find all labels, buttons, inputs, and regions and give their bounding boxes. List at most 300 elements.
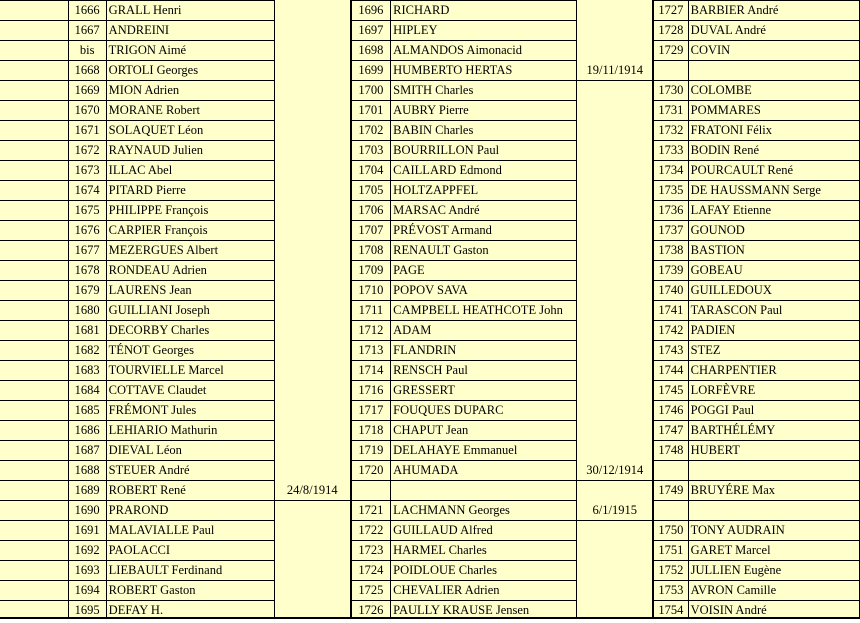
- entry-number: 1713: [351, 341, 391, 361]
- entry-number: 1687: [68, 441, 106, 461]
- row-margin: [0, 261, 68, 281]
- row-margin: [0, 281, 68, 301]
- entry-date: [577, 421, 653, 441]
- entry-name: ANDREINI: [106, 21, 274, 41]
- entry-name: RAYNAUD Julien: [106, 141, 274, 161]
- entry-number: 1735: [653, 181, 688, 201]
- entry-date: [274, 21, 350, 41]
- table-row: [0, 261, 860, 281]
- entry-date: [577, 181, 653, 201]
- entry-number: 1727: [653, 1, 688, 21]
- entry-name: ROBERT Gaston: [106, 581, 274, 601]
- entry-number: 1667: [68, 21, 106, 41]
- entry-number: 1694: [68, 581, 106, 601]
- entry-date: [274, 401, 350, 421]
- entry-name: GOBEAU: [688, 261, 859, 281]
- entry-name: PHILIPPE François: [106, 201, 274, 221]
- entry-number: 1752: [653, 561, 688, 581]
- entry-name: AHUMADA: [391, 461, 577, 481]
- row-margin: [0, 501, 68, 521]
- entry-name: TARASCON Paul: [688, 301, 859, 321]
- entry-name: GUILLAUD Alfred: [391, 521, 577, 541]
- entry-number: 1700: [351, 81, 391, 101]
- row-margin: [0, 61, 68, 81]
- entry-name: HIPLEY: [391, 21, 577, 41]
- entry-number: 1728: [653, 21, 688, 41]
- entry-name: POMMARES: [688, 101, 859, 121]
- entry-name: PITARD Pierre: [106, 181, 274, 201]
- entry-number: 1720: [351, 461, 391, 481]
- table-row: [0, 201, 860, 221]
- entry-date: [274, 381, 350, 401]
- entry-name: MALAVIALLE Paul: [106, 521, 274, 541]
- entry-name: HUBERT: [688, 441, 859, 461]
- entry-number: 1725: [351, 581, 391, 601]
- entry-number: 1711: [351, 301, 391, 321]
- entry-date: [577, 21, 653, 41]
- entry-number: 1709: [351, 261, 391, 281]
- entry-name: [391, 481, 577, 501]
- entry-name: SOLAQUET Léon: [106, 121, 274, 141]
- entry-number: 1703: [351, 141, 391, 161]
- entry-date: [274, 201, 350, 221]
- entry-number: 1689: [68, 481, 106, 501]
- entry-number: 1668: [68, 61, 106, 81]
- entry-name: ORTOLI Georges: [106, 61, 274, 81]
- table-row: [0, 461, 860, 481]
- row-margin: [0, 561, 68, 581]
- entry-name: BASTION: [688, 241, 859, 261]
- table-row: [0, 321, 860, 341]
- entry-date: [274, 581, 350, 601]
- entry-date: [577, 541, 653, 561]
- row-margin: [0, 181, 68, 201]
- table-row: [0, 281, 860, 301]
- register-body: [0, 1, 860, 621]
- entry-name: CHEVALIER Adrien: [391, 581, 577, 601]
- entry-name: HUMBERTO HERTAS: [391, 61, 577, 81]
- row-margin: [0, 361, 68, 381]
- entry-name: BABIN Charles: [391, 121, 577, 141]
- entry-number: 1708: [351, 241, 391, 261]
- entry-number: 1718: [351, 421, 391, 441]
- entry-date: [274, 421, 350, 441]
- entry-number: 1707: [351, 221, 391, 241]
- table-row: [0, 541, 860, 561]
- table-row: [0, 141, 860, 161]
- entry-name: DELAHAYE Emmanuel: [391, 441, 577, 461]
- entry-name: ROBERT René: [106, 481, 274, 501]
- entry-name: MEZERGUES Albert: [106, 241, 274, 261]
- entry-name: TRIGON Aimé: [106, 41, 274, 61]
- row-margin: [0, 141, 68, 161]
- entry-number: 1666: [68, 1, 106, 21]
- entry-date: [274, 161, 350, 181]
- entry-name: LORFÈVRE: [688, 381, 859, 401]
- entry-date: [274, 301, 350, 321]
- table-row: [0, 501, 860, 521]
- entry-name: PRÉVOST Armand: [391, 221, 577, 241]
- row-margin: [0, 41, 68, 61]
- table-row: [0, 341, 860, 361]
- entry-number: 1705: [351, 181, 391, 201]
- entry-name: JULLIEN Eugène: [688, 561, 859, 581]
- entry-number: 1672: [68, 141, 106, 161]
- table-row: [0, 361, 860, 381]
- entry-number: 1732: [653, 121, 688, 141]
- entry-name: ALMANDOS Aimonacid: [391, 41, 577, 61]
- entry-number: 1723: [351, 541, 391, 561]
- entry-date: [274, 461, 350, 481]
- entry-name: RENSCH Paul: [391, 361, 577, 381]
- entry-date: [274, 141, 350, 161]
- entry-name: VOISIN André: [688, 601, 859, 621]
- entry-name: LEHIARIO Mathurin: [106, 421, 274, 441]
- entry-name: POGGI Paul: [688, 401, 859, 421]
- entry-date: 19/11/1914: [577, 61, 653, 81]
- table-row: [0, 101, 860, 121]
- entry-number: 1726: [351, 601, 391, 621]
- row-margin: [0, 121, 68, 141]
- entry-name: COVIN: [688, 41, 859, 61]
- entry-number: 1671: [68, 121, 106, 141]
- row-margin: [0, 421, 68, 441]
- entry-number: 1686: [68, 421, 106, 441]
- entry-date: [577, 321, 653, 341]
- entry-number: 1669: [68, 81, 106, 101]
- entry-number: [653, 501, 688, 521]
- row-margin: [0, 201, 68, 221]
- entry-name: GUILLEDOUX: [688, 281, 859, 301]
- entry-date: [577, 401, 653, 421]
- entry-name: PAOLACCI: [106, 541, 274, 561]
- entry-number: 1736: [653, 201, 688, 221]
- entry-date: [577, 521, 653, 541]
- entry-name: LIEBAULT Ferdinand: [106, 561, 274, 581]
- entry-number: 1679: [68, 281, 106, 301]
- entry-date: [577, 441, 653, 461]
- entry-number: 1680: [68, 301, 106, 321]
- table-row: [0, 41, 860, 61]
- entry-name: RICHARD: [391, 1, 577, 21]
- row-margin: [0, 101, 68, 121]
- entry-date: [577, 261, 653, 281]
- entry-name: HARMEL Charles: [391, 541, 577, 561]
- entry-date: [577, 241, 653, 261]
- entry-date: [274, 541, 350, 561]
- entry-name: LACHMANN Georges: [391, 501, 577, 521]
- entry-name: BARTHÉLÉMY: [688, 421, 859, 441]
- entry-number: 1744: [653, 361, 688, 381]
- entry-name: HOLTZAPPFEL: [391, 181, 577, 201]
- entry-name: CAMPBELL HEATHCOTE John: [391, 301, 577, 321]
- entry-name: [688, 501, 859, 521]
- entry-name: POURCAULT René: [688, 161, 859, 181]
- entry-number: 1673: [68, 161, 106, 181]
- table-row: [0, 521, 860, 541]
- entry-date: [274, 1, 350, 21]
- entry-date: [577, 361, 653, 381]
- row-margin: [0, 241, 68, 261]
- row-margin: [0, 541, 68, 561]
- entry-number: 1733: [653, 141, 688, 161]
- entry-date: [577, 341, 653, 361]
- entry-name: FOUQUES DUPARC: [391, 401, 577, 421]
- row-margin: [0, 21, 68, 41]
- entry-date: [577, 581, 653, 601]
- row-margin: [0, 401, 68, 421]
- entry-name: COLOMBE: [688, 81, 859, 101]
- entry-number: 1674: [68, 181, 106, 201]
- entry-number: 1724: [351, 561, 391, 581]
- entry-date: [274, 341, 350, 361]
- entry-date: [577, 481, 653, 501]
- entry-number: 1741: [653, 301, 688, 321]
- entry-number: 1737: [653, 221, 688, 241]
- entry-name: FLANDRIN: [391, 341, 577, 361]
- entry-name: DEFAY H.: [106, 601, 274, 621]
- entry-number: 1683: [68, 361, 106, 381]
- entry-name: PAULLY KRAUSE Jensen: [391, 601, 577, 621]
- entry-date: [274, 521, 350, 541]
- table-row: [0, 441, 860, 461]
- entry-name: MION Adrien: [106, 81, 274, 101]
- entry-date: [577, 101, 653, 121]
- entry-number: 1696: [351, 1, 391, 21]
- entry-date: [577, 381, 653, 401]
- entry-number: 1676: [68, 221, 106, 241]
- entry-number: 1698: [351, 41, 391, 61]
- entry-date: [274, 221, 350, 241]
- entry-date: [274, 41, 350, 61]
- entry-number: 1688: [68, 461, 106, 481]
- entry-date: [274, 361, 350, 381]
- entry-date: [274, 61, 350, 81]
- entry-date: 6/1/1915: [577, 501, 653, 521]
- entry-date: [274, 561, 350, 581]
- table-row: [0, 561, 860, 581]
- row-margin: [0, 461, 68, 481]
- table-row: [0, 61, 860, 81]
- entry-date: [274, 261, 350, 281]
- entry-number: 1704: [351, 161, 391, 181]
- entry-number: 1685: [68, 401, 106, 421]
- entry-name: AVRON Camille: [688, 581, 859, 601]
- entry-number: 1681: [68, 321, 106, 341]
- entry-number: [351, 481, 391, 501]
- entry-name: CHARPENTIER: [688, 361, 859, 381]
- table-row: [0, 241, 860, 261]
- entry-name: ADAM: [391, 321, 577, 341]
- entry-number: 1738: [653, 241, 688, 261]
- entry-name: GRESSERT: [391, 381, 577, 401]
- row-margin: [0, 301, 68, 321]
- entry-date: [577, 301, 653, 321]
- entry-number: bis: [68, 41, 106, 61]
- entry-name: TOURVIELLE Marcel: [106, 361, 274, 381]
- entry-name: POIDLOUE Charles: [391, 561, 577, 581]
- entry-date: [577, 41, 653, 61]
- entry-number: 1740: [653, 281, 688, 301]
- row-margin: [0, 521, 68, 541]
- entry-number: 1682: [68, 341, 106, 361]
- bottom-rule: [0, 617, 860, 623]
- entry-number: 1675: [68, 201, 106, 221]
- entry-name: POPOV SAVA: [391, 281, 577, 301]
- entry-name: DIEVAL Léon: [106, 441, 274, 461]
- entry-number: 1745: [653, 381, 688, 401]
- row-margin: [0, 341, 68, 361]
- entry-number: 1702: [351, 121, 391, 141]
- entry-number: 1692: [68, 541, 106, 561]
- table-row: [0, 221, 860, 241]
- entry-name: FRÉMONT Jules: [106, 401, 274, 421]
- row-margin: [0, 581, 68, 601]
- entry-number: [653, 461, 688, 481]
- entry-name: PADIEN: [688, 321, 859, 341]
- entry-name: STEZ: [688, 341, 859, 361]
- entry-number: 1742: [653, 321, 688, 341]
- entry-number: 1699: [351, 61, 391, 81]
- entry-name: RENAULT Gaston: [391, 241, 577, 261]
- entry-name: LAFAY Etienne: [688, 201, 859, 221]
- row-margin: [0, 481, 68, 501]
- entry-name: PAGE: [391, 261, 577, 281]
- entry-number: 1747: [653, 421, 688, 441]
- table-row: [0, 1, 860, 21]
- entry-number: 1743: [653, 341, 688, 361]
- row-margin: [0, 161, 68, 181]
- entry-number: 1693: [68, 561, 106, 581]
- row-margin: [0, 321, 68, 341]
- entry-name: ILLAC Abel: [106, 161, 274, 181]
- entry-name: SMITH Charles: [391, 81, 577, 101]
- table-row: [0, 21, 860, 41]
- entry-number: 1691: [68, 521, 106, 541]
- entry-name: TONY AUDRAIN: [688, 521, 859, 541]
- table-row: [0, 181, 860, 201]
- entry-name: CHAPUT Jean: [391, 421, 577, 441]
- entry-number: 1716: [351, 381, 391, 401]
- table-row: [0, 81, 860, 101]
- entry-number: 1739: [653, 261, 688, 281]
- entry-date: [274, 501, 350, 521]
- entry-name: CARPIER François: [106, 221, 274, 241]
- entry-date: [577, 121, 653, 141]
- entry-name: GARET Marcel: [688, 541, 859, 561]
- entry-number: 1678: [68, 261, 106, 281]
- entry-date: [577, 221, 653, 241]
- entry-number: 1670: [68, 101, 106, 121]
- row-margin: [0, 221, 68, 241]
- entry-number: 1712: [351, 321, 391, 341]
- entry-name: BARBIER André: [688, 1, 859, 21]
- entry-date: [577, 161, 653, 181]
- entry-number: 1730: [653, 81, 688, 101]
- entry-name: [688, 61, 859, 81]
- entry-date: [577, 561, 653, 581]
- row-margin: [0, 1, 68, 21]
- entry-name: FRATONI Félix: [688, 121, 859, 141]
- entry-number: 1751: [653, 541, 688, 561]
- row-margin: [0, 381, 68, 401]
- entry-number: 1754: [653, 601, 688, 621]
- entry-date: [274, 441, 350, 461]
- entry-date: [577, 281, 653, 301]
- entry-number: 1714: [351, 361, 391, 381]
- entry-number: 1701: [351, 101, 391, 121]
- entry-name: MARSAC André: [391, 201, 577, 221]
- entry-number: 1748: [653, 441, 688, 461]
- entry-number: 1697: [351, 21, 391, 41]
- entry-name: BODIN René: [688, 141, 859, 161]
- entry-date: [274, 241, 350, 261]
- entry-date: [577, 141, 653, 161]
- entry-name: TÉNOT Georges: [106, 341, 274, 361]
- table-row: [0, 121, 860, 141]
- table-row: [0, 301, 860, 321]
- entry-number: 1750: [653, 521, 688, 541]
- entry-name: GRALL Henri: [106, 1, 274, 21]
- entry-date: 24/8/1914: [274, 481, 350, 501]
- entry-number: 1717: [351, 401, 391, 421]
- entry-date: [274, 81, 350, 101]
- entry-number: 1677: [68, 241, 106, 261]
- entry-date: [577, 1, 653, 21]
- entry-date: [274, 101, 350, 121]
- entry-name: LAURENS Jean: [106, 281, 274, 301]
- entry-number: 1734: [653, 161, 688, 181]
- entry-number: 1721: [351, 501, 391, 521]
- entry-number: 1753: [653, 581, 688, 601]
- row-margin: [0, 441, 68, 461]
- entry-name: MORANE Robert: [106, 101, 274, 121]
- row-margin: [0, 81, 68, 101]
- entry-number: 1684: [68, 381, 106, 401]
- entry-name: STEUER André: [106, 461, 274, 481]
- entry-name: [688, 461, 859, 481]
- entry-date: 30/12/1914: [577, 461, 653, 481]
- entry-name: COTTAVE Claudet: [106, 381, 274, 401]
- entry-date: [274, 121, 350, 141]
- entry-name: GUILLIANI Joseph: [106, 301, 274, 321]
- entry-name: GOUNOD: [688, 221, 859, 241]
- table-row: [0, 481, 860, 501]
- entry-number: 1729: [653, 41, 688, 61]
- entry-number: 1695: [68, 601, 106, 621]
- entry-name: CAILLARD Edmond: [391, 161, 577, 181]
- entry-number: 1731: [653, 101, 688, 121]
- entry-number: 1706: [351, 201, 391, 221]
- entry-date: [274, 321, 350, 341]
- entry-date: [274, 181, 350, 201]
- entry-number: 1710: [351, 281, 391, 301]
- entry-name: BRUYÉRE Max: [688, 481, 859, 501]
- entry-name: AUBRY Pierre: [391, 101, 577, 121]
- table-row: [0, 421, 860, 441]
- entry-number: 1719: [351, 441, 391, 461]
- entry-number: [653, 61, 688, 81]
- table-row: [0, 381, 860, 401]
- entry-number: 1749: [653, 481, 688, 501]
- entry-number: 1690: [68, 501, 106, 521]
- table-row: [0, 581, 860, 601]
- entry-number: 1746: [653, 401, 688, 421]
- entry-date: [274, 281, 350, 301]
- entry-name: DECORBY Charles: [106, 321, 274, 341]
- entry-name: RONDEAU Adrien: [106, 261, 274, 281]
- table-row: [0, 401, 860, 421]
